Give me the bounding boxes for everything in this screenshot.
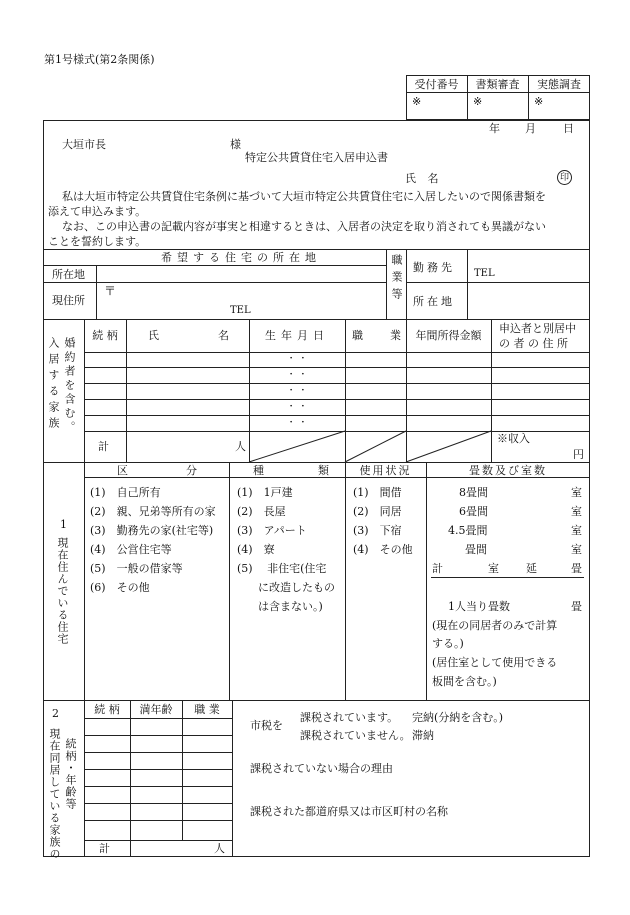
cohabitant-total-label: 計: [99, 842, 110, 855]
desired-location-label: 所在地: [52, 268, 85, 281]
household-total-label: 計: [98, 440, 109, 453]
type-item: (3) アパート: [237, 524, 307, 537]
room-unit: 室: [571, 505, 582, 518]
addressee: 大垣市長: [62, 138, 106, 151]
household-persons-unit: 人: [235, 440, 246, 453]
section-1-label: 現在住んでいる住宅: [56, 537, 69, 645]
home-tel-label: TEL: [230, 305, 251, 316]
declaration-line: ことを誓約します。: [48, 235, 147, 248]
category-item: (4) 公営住宅等: [90, 543, 172, 556]
col-annual-income: 年間所得金額: [415, 329, 482, 342]
section-2-number: 2: [52, 707, 59, 720]
col-name-a: 氏: [148, 329, 159, 342]
room-other-label: 畳間: [465, 543, 487, 556]
section-1-number: 1: [60, 518, 67, 531]
declaration-line: 添えて申込みます。: [48, 205, 147, 218]
cohabitant-col-age: 満年齢: [139, 703, 173, 716]
room-4-5-label: 4.5畳間: [448, 524, 488, 537]
rooms-total-d: 畳: [571, 562, 582, 575]
tax-unpaid: 滞納: [412, 729, 434, 742]
household-side-sublabel: 婚約者を含む。: [63, 337, 76, 435]
cohabitant-col-relationship: 続 柄: [94, 703, 120, 716]
per-person-unit: 畳: [571, 600, 582, 613]
header-rooms: 畳数及び室数: [469, 464, 547, 477]
header-kubun-a: 区: [117, 464, 128, 477]
col-name-b: 名: [218, 329, 229, 342]
rooms-total-b: 室: [488, 562, 499, 575]
declaration-line: なお、この申込書の記載内容が事実と相違するときは、入居者の決定を取り消されても異議がない: [62, 220, 546, 233]
tax-status-taxed: 課税されています。: [300, 711, 399, 724]
col-birthdate: 生年月日: [265, 329, 329, 342]
birthdate-dots: ・ ・: [286, 402, 308, 412]
desired-housing-header: 希望する住宅の所在地: [161, 251, 321, 264]
type-item: に改造したもの: [258, 581, 335, 594]
household-side-label: 入居する家族: [47, 337, 60, 433]
field-survey-header: 実態調査: [537, 78, 581, 91]
type-item: (2) 長屋: [237, 505, 286, 518]
month-label: 月: [525, 122, 536, 135]
income-yen-unit: 円: [573, 448, 584, 461]
office-mark: ※: [534, 95, 544, 108]
usage-item: (3) 下宿: [353, 524, 402, 537]
col-separate-address-2: の 者 の 住 所: [499, 337, 568, 350]
occupation-label: 職業等: [390, 254, 403, 305]
category-item: (1) 自己所有: [90, 486, 161, 499]
category-item: (3) 勤務先の家(社宅等): [90, 524, 214, 537]
postal-mark: 〒: [104, 284, 117, 298]
current-address-label: 現住所: [52, 294, 85, 307]
tax-paid: 完納(分納を含む。): [412, 711, 504, 724]
taxing-authority-label: 課税された都道府県又は市区町村の名称: [250, 805, 448, 818]
work-tel-label: TEL: [474, 268, 495, 279]
category-item: (5) 一般の借家等: [90, 562, 183, 575]
office-mark: ※: [473, 95, 483, 108]
tax-status-not-taxed: 課税されていません。: [300, 729, 411, 742]
usage-item: (2) 同居: [353, 505, 402, 518]
room-unit: 室: [571, 524, 582, 537]
col-occupation-b: 業: [390, 329, 401, 342]
per-person-note: する。): [432, 637, 464, 650]
year-label: 年: [489, 122, 500, 135]
birthdate-dots: ・ ・: [286, 370, 308, 380]
declaration-line: 私は大垣市特定公共賃貸住宅条例に基づいて大垣市特定公共賃貸住宅に入居したいので関係書類を: [62, 190, 546, 203]
cohabitant-col-occupation: 職 業: [194, 703, 220, 716]
cohabitant-persons-unit: 人: [214, 842, 225, 855]
room-unit: 室: [571, 543, 582, 556]
per-person-note: (居住室として使用できる: [432, 656, 558, 669]
header-shurui-a: 種: [253, 464, 264, 477]
tax-label: 市税を: [250, 719, 283, 732]
room-8-label: 8畳間: [459, 486, 488, 499]
work-location-label: 所在地: [413, 295, 455, 308]
per-person-note: 板間を含む。): [432, 675, 497, 688]
day-label: 日: [563, 122, 574, 135]
type-item: (5) 非住宅(住宅: [237, 562, 327, 575]
per-person-label: 1人当り畳数: [448, 600, 510, 613]
document-title: 特定公共賃貸住宅入居申込書: [245, 151, 388, 164]
category-item: (2) 親、兄弟等所有の家: [90, 505, 216, 518]
section-2-sublabel: 続柄・年齢等: [64, 738, 77, 810]
rooms-total-c: 延: [526, 562, 537, 575]
document-review-header: 書類審査: [475, 78, 520, 91]
col-occupation-a: 職: [352, 329, 363, 342]
type-item: (1) 1戸建: [237, 486, 293, 499]
birthdate-dots: ・ ・: [286, 418, 308, 428]
birthdate-dots: ・ ・: [286, 354, 308, 364]
receipt-number-header: 受付番号: [414, 78, 459, 91]
section-2-label: 現在同居している家族の: [48, 728, 61, 860]
applicant-name-label: 氏 名: [405, 172, 443, 185]
birthdate-dots: ・ ・: [286, 386, 308, 396]
usage-item: (4) その他: [353, 543, 413, 556]
type-item: (4) 寮: [237, 543, 275, 556]
usage-item: (1) 間借: [353, 486, 402, 499]
seal-text: 印: [559, 173, 569, 183]
per-person-note: (現在の同居者のみで計算: [432, 619, 558, 632]
header-kubun-b: 分: [186, 464, 197, 477]
form-number: 第1号様式(第2条関係): [44, 53, 155, 66]
type-item: は含まない。): [258, 600, 323, 613]
header-shurui-b: 類: [318, 464, 329, 477]
category-item: (6) その他: [90, 581, 150, 594]
workplace-label: 勤務先: [413, 261, 455, 274]
honorific: 様: [230, 138, 241, 151]
income-note: ※収入: [497, 432, 530, 445]
rooms-total-a: 計: [432, 562, 443, 575]
room-6-label: 6畳間: [459, 505, 488, 518]
col-relationship: 続 柄: [92, 329, 118, 342]
room-unit: 室: [571, 486, 582, 499]
header-usage: 使用状況: [359, 464, 412, 477]
office-mark: ※: [412, 95, 422, 108]
not-taxed-reason-label: 課税されていない場合の理由: [250, 762, 393, 775]
col-separate-address-1: 申込者と別居中: [499, 322, 576, 335]
